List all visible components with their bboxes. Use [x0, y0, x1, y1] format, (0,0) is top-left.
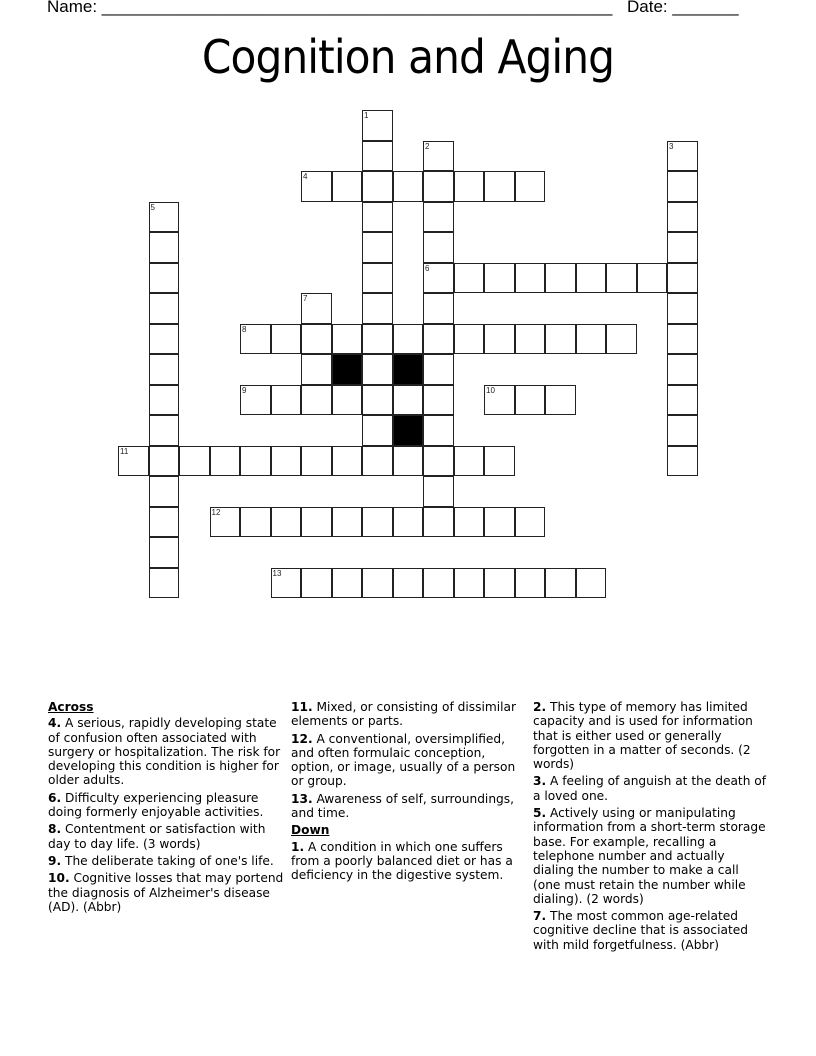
grid-cell[interactable] [149, 354, 180, 385]
grid-cell[interactable] [301, 354, 332, 385]
grid-cell[interactable] [606, 324, 637, 355]
grid-cell[interactable] [301, 171, 332, 202]
grid-cell[interactable] [667, 232, 698, 263]
clue-text: Contentment or satisfaction with day to day life. (3 words) [48, 822, 266, 851]
grid-cell[interactable] [301, 446, 332, 477]
grid-cell[interactable] [667, 171, 698, 202]
clue-across-6 [48, 791, 284, 820]
grid-cell[interactable] [667, 385, 698, 416]
grid-cell[interactable] [423, 385, 454, 416]
grid-cell[interactable] [149, 476, 180, 507]
grid-cell[interactable] [149, 293, 180, 324]
grid-cell[interactable] [454, 507, 485, 538]
grid-cell[interactable] [301, 385, 332, 416]
grid-cell[interactable] [393, 568, 424, 599]
grid-cell[interactable] [149, 324, 180, 355]
black-cell [393, 415, 424, 446]
grid-cell[interactable] [667, 202, 698, 233]
grid-cell[interactable] [149, 263, 180, 294]
grid-cell[interactable] [576, 263, 607, 294]
clue-number: 1. [291, 839, 305, 854]
grid-cell[interactable] [515, 507, 546, 538]
grid-cell[interactable] [454, 568, 485, 599]
grid-cell[interactable] [301, 293, 332, 324]
grid-cell[interactable] [545, 263, 576, 294]
grid-cell[interactable] [393, 446, 424, 477]
clue-text: A feeling of anguish at the death of a loved one. [533, 774, 767, 803]
grid-cell[interactable] [271, 324, 302, 355]
grid-cell[interactable] [362, 263, 393, 294]
grid-cell[interactable] [423, 202, 454, 233]
clue-number: 12. [291, 731, 313, 746]
clue-number: 3. [533, 774, 547, 789]
clue-number: 10. [48, 871, 70, 886]
grid-cell[interactable] [149, 568, 180, 599]
grid-cell[interactable] [301, 507, 332, 538]
clues-column-2 [291, 700, 527, 886]
clue-number: 11. [291, 700, 313, 714]
clue-text: This type of memory has limited capacity and is used for information that is either used or generally forgotten in a matter of seconds. (2 words) [533, 700, 753, 772]
grid-cell[interactable] [423, 476, 454, 507]
grid-cell[interactable] [484, 263, 515, 294]
clue-number-label: 8 [242, 324, 247, 334]
clue-down-3 [533, 774, 769, 803]
clues-column-3 [533, 700, 769, 955]
grid-cell[interactable] [362, 385, 393, 416]
grid-cell[interactable] [240, 446, 271, 477]
grid-cell[interactable] [362, 171, 393, 202]
grid-cell[interactable] [423, 415, 454, 446]
grid-cell[interactable] [454, 171, 485, 202]
grid-cell[interactable] [423, 446, 454, 477]
grid-cell[interactable] [332, 171, 363, 202]
clue-number: 7. [533, 909, 547, 924]
clue-text: Cognitive losses that may portend the diagnosis of Alzheimer's disease (AD). (Abbr) [48, 871, 284, 914]
grid-cell[interactable] [484, 568, 515, 599]
clue-number: 4. [48, 716, 62, 731]
grid-cell[interactable] [667, 324, 698, 355]
across-heading: Across [48, 700, 94, 714]
grid-cell[interactable] [454, 324, 485, 355]
grid-cell[interactable] [149, 232, 180, 263]
clue-text: Actively using or manipulating information from a short-term storage base. For example, recalling a telephone number and actually dialing the number to make a call (one must retain the number while dialing). (2 words) [533, 806, 766, 906]
grid-cell[interactable] [423, 141, 454, 172]
grid-cell[interactable] [576, 568, 607, 599]
clue-text: Awareness of self, surroundings, and time. [291, 791, 515, 821]
grid-cell[interactable] [545, 385, 576, 416]
grid-cell[interactable] [606, 263, 637, 294]
grid-cell[interactable] [149, 537, 180, 568]
grid-cell[interactable] [484, 385, 515, 416]
grid-cell[interactable] [362, 110, 393, 141]
clues-column-1 [48, 700, 284, 917]
clue-number: 6. [48, 790, 62, 805]
grid-cell[interactable] [423, 568, 454, 599]
date-field-label: Date: _______ [627, 0, 739, 16]
clue-number-label: 2 [425, 141, 430, 151]
grid-cell[interactable] [423, 324, 454, 355]
clue-text: A condition in which one suffers from a poorly balanced diet or has a deficiency in the digestive system. [291, 839, 513, 883]
clue-number-label: 5 [150, 202, 155, 212]
clue-text: Difficulty experiencing pleasure doing formerly enjoyable activities. [48, 790, 264, 820]
grid-cell[interactable] [271, 446, 302, 477]
grid-cell[interactable] [667, 354, 698, 385]
grid-cell[interactable] [362, 568, 393, 599]
clue-across-13 [291, 792, 527, 821]
clue-number: 2. [533, 700, 547, 714]
grid-cell[interactable] [362, 293, 393, 324]
clue-number-label: 11 [120, 446, 129, 456]
clue-down-2 [533, 700, 769, 771]
grid-cell[interactable] [362, 415, 393, 446]
clue-across-11 [291, 700, 527, 729]
grid-cell[interactable] [210, 446, 241, 477]
grid-cell[interactable] [149, 202, 180, 233]
puzzle-title: Cognition and Aging [201, 30, 615, 84]
grid-cell[interactable] [667, 263, 698, 294]
grid-cell[interactable] [393, 385, 424, 416]
grid-cell[interactable] [332, 324, 363, 355]
grid-cell[interactable] [332, 568, 363, 599]
grid-cell[interactable] [210, 507, 241, 538]
clue-text: The most common age-related cognitive decline that is associated with mild forgetfulness. (Abbr) [533, 909, 748, 952]
grid-cell[interactable] [149, 415, 180, 446]
grid-cell[interactable] [515, 385, 546, 416]
clue-number-label: 9 [242, 385, 247, 395]
grid-cell[interactable] [362, 446, 393, 477]
clue-number-label: 7 [303, 294, 308, 303]
grid-cell[interactable] [454, 446, 485, 477]
clue-number: 9. [48, 853, 62, 868]
clue-number: 13. [291, 791, 313, 806]
grid-cell[interactable] [393, 171, 424, 202]
grid-cell[interactable] [301, 568, 332, 599]
clue-text: The deliberate taking of one's life. [65, 853, 274, 868]
grid-cell[interactable] [332, 446, 363, 477]
grid-cell[interactable] [515, 263, 546, 294]
grid-cell[interactable] [362, 141, 393, 172]
grid-cell[interactable] [454, 263, 485, 294]
grid-cell[interactable] [423, 507, 454, 538]
grid-cell[interactable] [576, 324, 607, 355]
grid-cell[interactable] [362, 507, 393, 538]
grid-cell[interactable] [118, 446, 149, 477]
grid-cell[interactable] [515, 171, 546, 202]
grid-cell[interactable] [393, 507, 424, 538]
grid-cell[interactable] [332, 507, 363, 538]
grid-cell[interactable] [149, 507, 180, 538]
grid-cell[interactable] [240, 385, 271, 416]
grid-cell[interactable] [484, 446, 515, 477]
grid-cell[interactable] [545, 324, 576, 355]
grid-cell[interactable] [484, 507, 515, 538]
grid-cell[interactable] [667, 415, 698, 446]
grid-cell[interactable] [515, 568, 546, 599]
grid-cell[interactable] [667, 446, 698, 477]
grid-cell[interactable] [423, 263, 454, 294]
grid-cell[interactable] [362, 324, 393, 355]
grid-cell[interactable] [362, 232, 393, 263]
clue-down-7 [533, 909, 769, 952]
grid-cell[interactable] [362, 354, 393, 385]
grid-cell[interactable] [301, 324, 332, 355]
clue-text: A conventional, oversimplified, and often formulaic conception, option, or image, usually of a person or group. [291, 731, 516, 789]
grid-cell[interactable] [149, 446, 180, 477]
grid-cell[interactable] [240, 324, 271, 355]
grid-cell[interactable] [240, 507, 271, 538]
grid-cell[interactable] [484, 171, 515, 202]
black-cell [393, 354, 424, 385]
clue-number-label: 4 [303, 172, 308, 181]
grid-cell[interactable] [515, 324, 546, 355]
clue-number-label: 3 [669, 141, 674, 151]
grid-cell[interactable] [362, 202, 393, 233]
grid-cell[interactable] [484, 324, 515, 355]
grid-cell[interactable] [545, 568, 576, 599]
clue-across-4 [48, 716, 284, 787]
clue-text: Mixed, or consisting of dissimilar elements or parts. [291, 700, 516, 729]
grid-cell[interactable] [667, 293, 698, 324]
clue-text: A serious, rapidly developing state of confusion often associated with surgery or hospitalization. The risk for developing this condition is higher for older adults. [48, 716, 281, 788]
clue-number-label: 10 [486, 385, 495, 395]
clue-number-label: 12 [211, 507, 221, 517]
grid-cell[interactable] [393, 324, 424, 355]
clue-across-10 [48, 871, 284, 914]
grid-cell[interactable] [332, 385, 363, 416]
clue-number: 8. [48, 822, 62, 837]
name-field-label: Name: ______________________________________________________ [47, 0, 613, 16]
clue-across-9 [48, 854, 284, 868]
grid-cell[interactable] [271, 385, 302, 416]
black-cell [332, 354, 363, 385]
clue-number-label: 6 [425, 263, 430, 273]
clue-number-label: 1 [364, 111, 369, 120]
grid-cell[interactable] [271, 507, 302, 538]
grid-cell[interactable] [423, 354, 454, 385]
grid-cell[interactable] [271, 568, 302, 599]
clue-across-12 [291, 732, 527, 789]
grid-cell[interactable] [667, 141, 698, 172]
clue-number: 5. [533, 806, 547, 821]
grid-cell[interactable] [423, 171, 454, 202]
grid-cell[interactable] [179, 446, 210, 477]
clue-down-5 [533, 806, 769, 906]
clue-number-label: 13 [272, 568, 282, 578]
grid-cell[interactable] [149, 385, 180, 416]
down-heading: Down [291, 823, 330, 838]
clue-across-8 [48, 822, 284, 851]
grid-cell[interactable] [423, 293, 454, 324]
grid-cell[interactable] [423, 232, 454, 263]
clue-down-1 [291, 840, 527, 883]
grid-cell[interactable] [637, 263, 668, 294]
